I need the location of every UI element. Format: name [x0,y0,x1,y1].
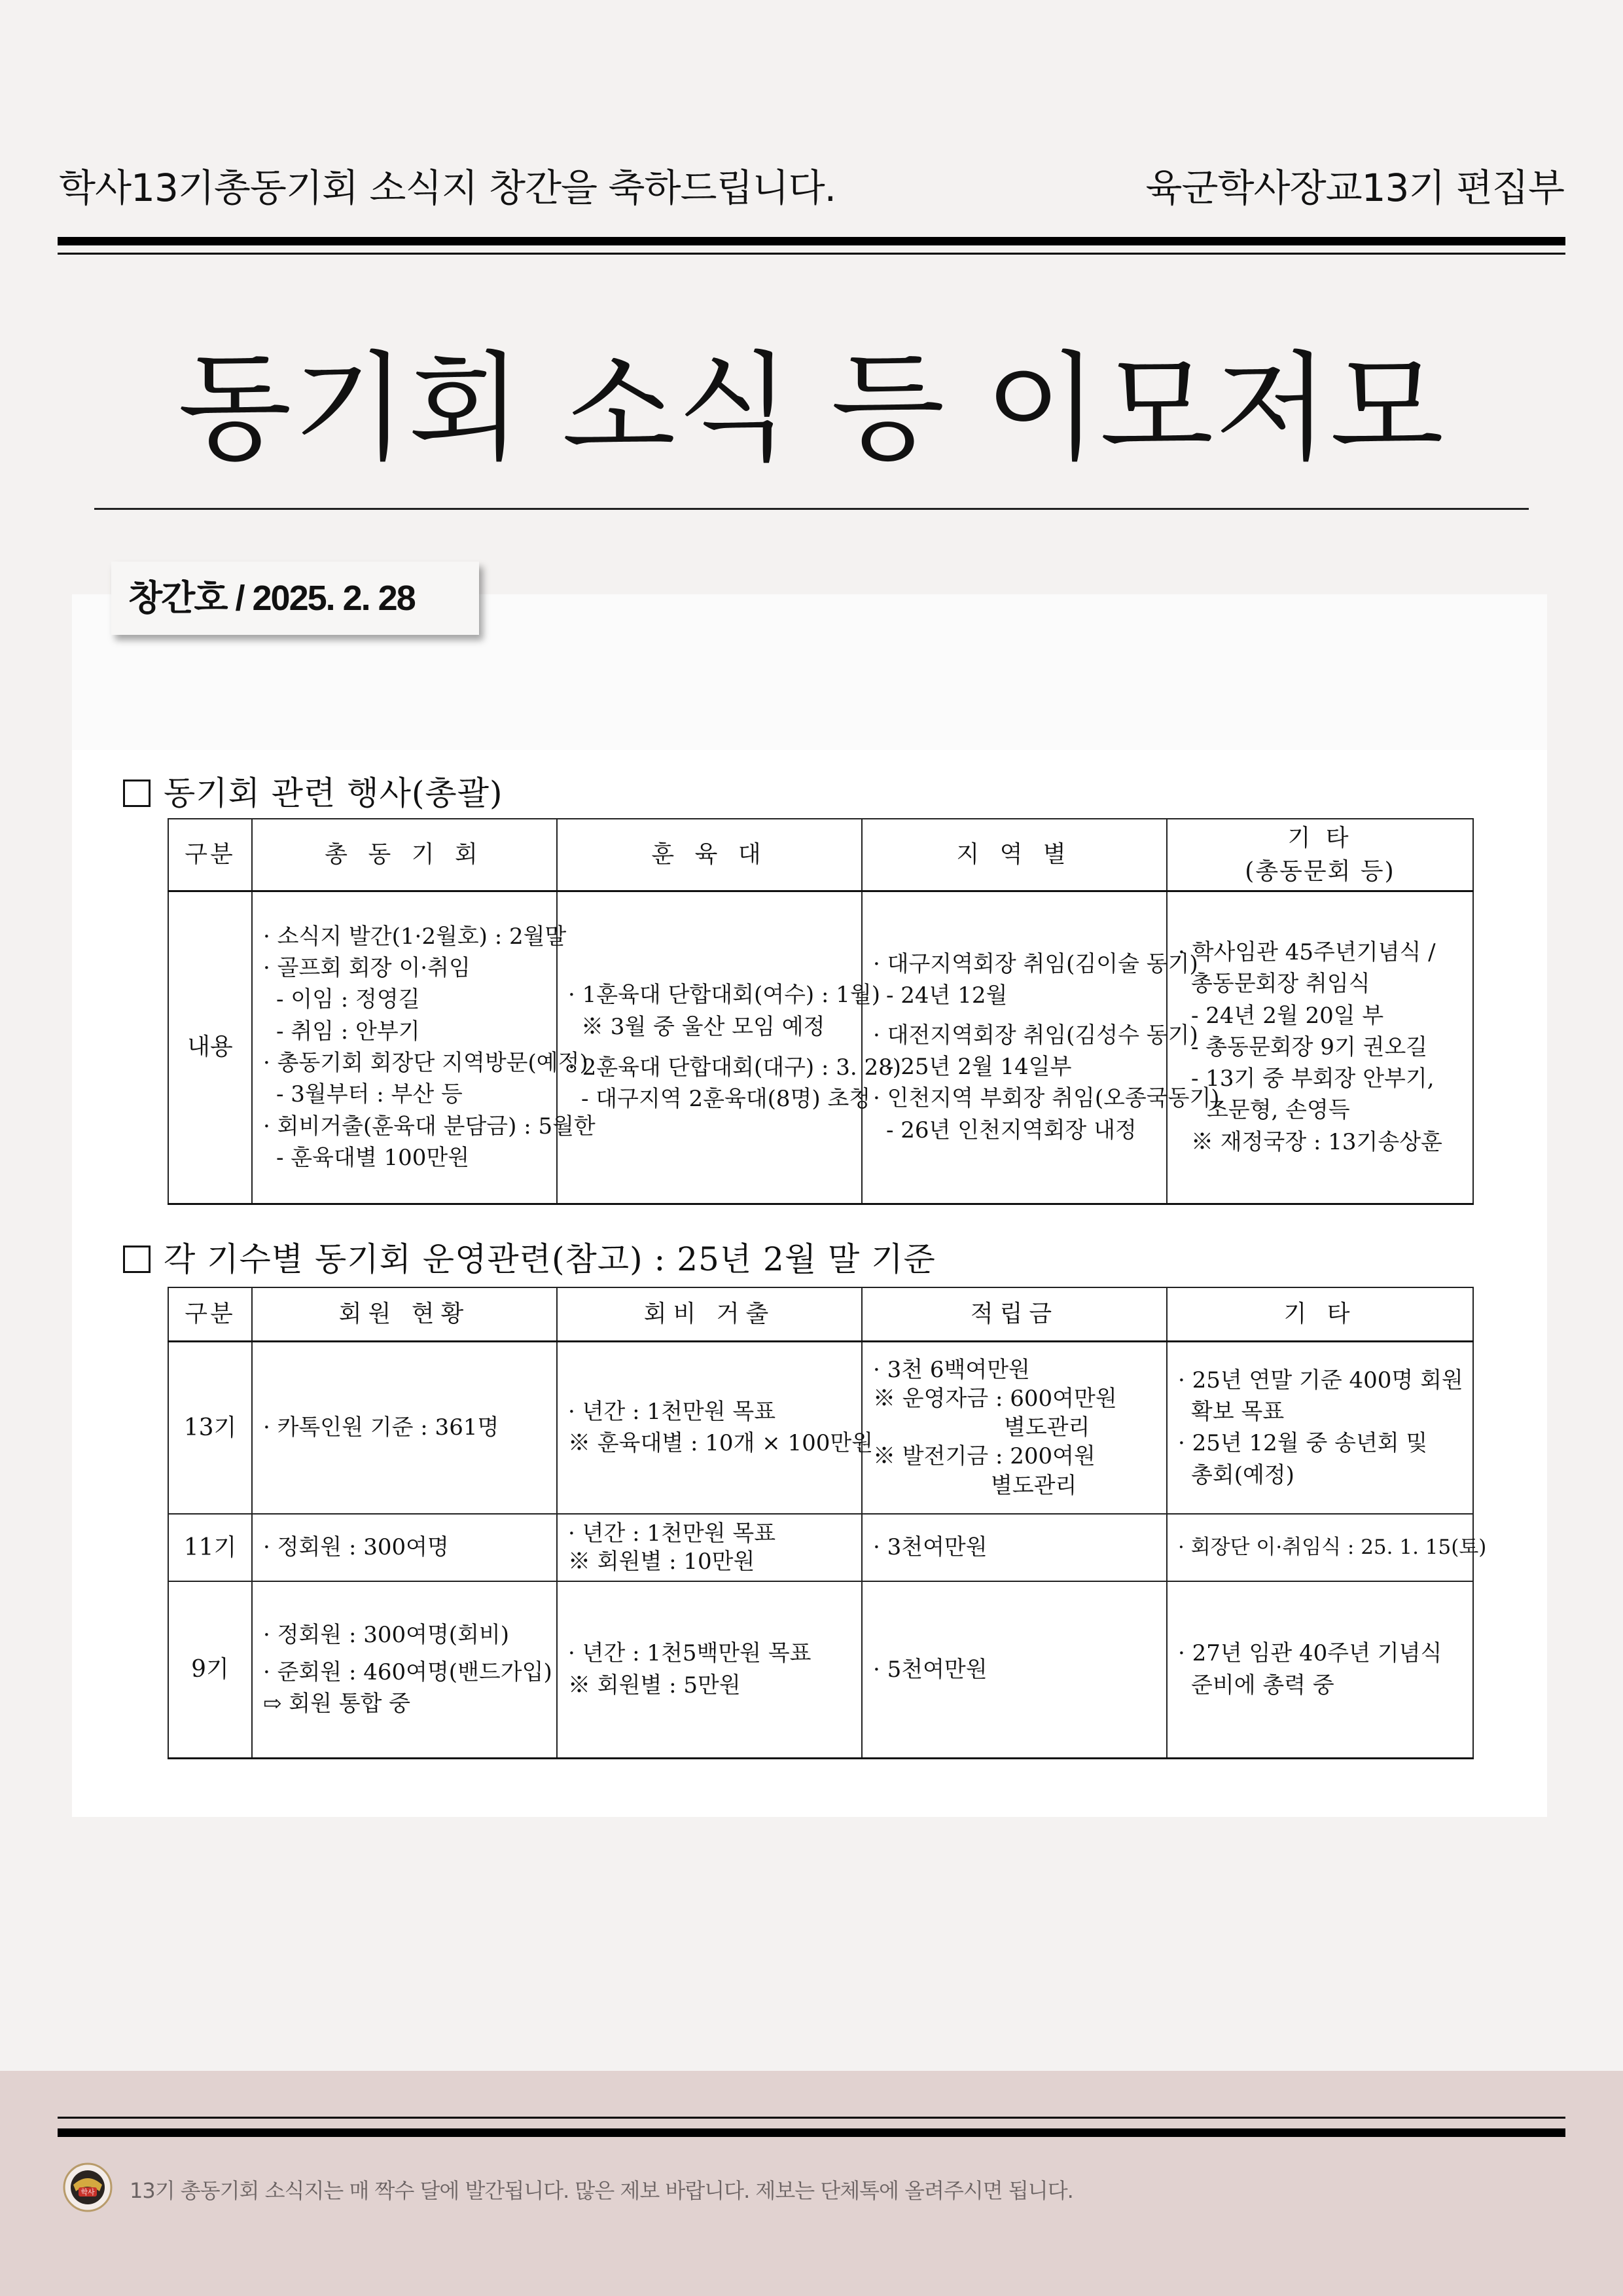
table-cell [252,1341,557,1514]
footer-text: 13기 총동기회 소식지는 매 짝수 달에 발간됩니다. 많은 제보 바랍니다. 제보는 단체톡에 올려주시면 됩니다. [130,2178,1073,2203]
footer-rule-thick [58,2128,1565,2137]
cell-line: · 3천 6백여만원 [873,1356,1030,1383]
cell-line: - 26년 인천지역회장 내정 [886,1117,1137,1143]
cell-line: - 25년 2월 14일부 [886,1054,1072,1080]
header-cell [252,1287,557,1341]
cell-line: - 13기 중 부회장 안부기, [1191,1066,1435,1092]
cell-line: - 24년 2월 20일 부 [1191,1002,1384,1029]
table-cell [557,1514,862,1581]
cell-line: - 이임 : 정영길 [276,986,420,1013]
table-cell [862,1341,1167,1514]
section1-heading [123,767,503,814]
table-cell [1167,1514,1487,1581]
table-cell [557,891,902,1204]
table-cell [1167,891,1473,1204]
checkbox-square-icon [123,1246,151,1273]
cell-line: - 훈육대별 100만원 [276,1144,470,1171]
cell-line: - 24년 12월 [886,982,1008,1009]
cell-line: 준비에 총력 중 [1191,1672,1334,1698]
cell-line: 총동문회장 취임식 [1191,971,1370,997]
header-rule-thick [58,237,1565,245]
header-label: 훈 육 대 [651,841,768,869]
header-label: 기 타 [1287,824,1353,852]
cell-line: · 년간 : 1천만원 목표 [568,1398,776,1425]
section2-heading-text: 각 기수별 동기회 운영관련(참고) : 25년 2월 말 기준 [164,1240,936,1278]
header-label: 지 역 별 [956,841,1073,869]
table-row [168,1581,1473,1758]
table-cell [252,1581,557,1758]
header-cell [862,819,1167,891]
cell-line: 확보 목표 [1191,1398,1285,1425]
row-label: 11기 [168,1514,252,1581]
table-cell [557,1581,862,1758]
events-table-header-row [168,819,1473,891]
header-cell [1167,1287,1473,1341]
row-label: 9기 [168,1581,252,1758]
cell-line: · 25년 12월 중 송년회 및 [1178,1430,1428,1457]
header-label: 구분 [185,1300,236,1328]
cell-line: ※ 운영자금 : 600여만원 [873,1385,1117,1412]
cell-line: · 회장단 이·취임식 : 25. 1. 15(토) [1178,1535,1487,1560]
header-cell [168,1287,252,1341]
page-title: 동기회 소식 등 이모저모 [177,340,1446,477]
events-table [168,818,1474,1205]
footer-rule-thin [58,2117,1565,2119]
table-cell [252,891,596,1204]
cell-line: - 총동문회장 9기 권오길 [1191,1033,1428,1060]
cell-line: · 3천여만원 [873,1534,988,1561]
cell-line: - 3월부터 : 부산 등 [276,1081,463,1108]
cell-line: · 대전지역회장 취임(김성수 동기) [873,1022,1198,1049]
header-label: 기 타 [1283,1300,1357,1328]
header-label: 적립금 [970,1300,1059,1328]
header-cell [168,819,252,891]
section2-heading [123,1233,936,1280]
header-cell [252,819,557,891]
cell-line: · 1훈육대 단합대회(여수) : 1월) [568,982,880,1009]
row-label: 13기 [168,1341,252,1514]
cell-line: · 골프회 회장 이·취임 [263,955,471,982]
cell-line: - 취임 : 안부기 [276,1018,420,1045]
header-cell [557,819,862,891]
header-label: 총 동 기 회 [325,841,484,869]
cell-line: ※ 회원별 : 5만원 [568,1672,741,1698]
header-label: 구분 [185,841,236,869]
header-label: 회원 현황 [338,1300,471,1328]
svg-text:학사: 학사 [80,2188,95,2197]
table-cell [557,1341,874,1514]
cell-line: 별도관리 [1004,1414,1090,1441]
header-sublabel: (총동문회 등) [1245,857,1395,885]
table-row [168,1341,1473,1514]
cell-line: ※ 훈육대별 : 10개 × 100만원 [568,1430,874,1457]
cell-line: · 정회원 : 300여명(회비) [263,1622,510,1649]
cell-line: · 총동기회 회장단 지역방문(예정) [263,1050,588,1076]
table-cell [252,1514,557,1581]
issue-badge: 창간호 / 2025. 2. 28 [111,562,479,635]
cell-line: 총회(예정) [1191,1462,1294,1488]
cell-line: · 년간 : 1천만원 목표 [568,1520,776,1547]
header-label: 회비 거출 [643,1300,776,1328]
cell-line: · 년간 : 1천5백만원 목표 [568,1640,812,1667]
cell-line: · 학사임관 45주년기념식 / [1178,939,1436,966]
table-cell [862,1581,1167,1758]
table-cell [1167,1341,1473,1514]
header-left-text: 학사13기총동기회 소식지 창간을 축하드립니다. [59,166,836,210]
cell-line: · 카톡인원 기준 : 361명 [263,1414,499,1441]
title-rule [94,508,1529,510]
association-emblem-logo [63,2162,113,2212]
cell-line: · 소식지 발간(1·2월호) : 2월말 [263,923,567,950]
cell-line: ※ 재정국장 : 13기송상훈 [1191,1128,1442,1155]
cell-line: · 정회원 : 300여명 [263,1534,449,1561]
cell-line: 별도관리 [991,1472,1077,1499]
row-label: 내용 [168,891,252,1204]
cell-line: ※ 회원별 : 10만원 [568,1548,755,1575]
cell-line: ※ 발전기금 : 200여원 [873,1443,1096,1470]
cell-line: ⇨ 회원 통합 중 [263,1690,411,1717]
table-cell [862,891,1220,1204]
cell-line: · 2훈육대 단합대회(대구) : 3. 28) [568,1054,902,1081]
cell-line: · 회비거출(훈육대 분담금) : 5월한 [263,1113,596,1139]
cell-line: · 준회원 : 460여명(밴드가입) [263,1659,552,1685]
header-cell [557,1287,862,1341]
cell-line: · 인천지역 부회장 취임(오종국동기) [873,1085,1220,1112]
cohort-table [168,1287,1487,1759]
cell-line: · 25년 연말 기준 400명 회원 [1178,1367,1463,1393]
table-cell [1167,1581,1473,1758]
cell-line: · 5천여만원 [873,1656,988,1683]
cell-line: - 대구지역 2훈육대(8명) 초청 [581,1086,871,1113]
table-row [168,891,1473,1204]
table-cell [862,1514,1167,1581]
header-rule-thin [58,253,1565,255]
header-cell [1167,819,1473,891]
section1-heading-text: 동기회 관련 행사(총괄) [164,774,503,812]
cell-line: 조문형, 손영득 [1207,1097,1350,1124]
header-right-text: 육군학사장교13기 편집부 [1145,166,1564,210]
table-row [168,1514,1473,1581]
cell-line: · 27년 임관 40주년 기념식 [1178,1640,1442,1667]
cell-line: · 대구지역회장 취임(김이술 동기) [873,951,1198,978]
checkbox-square-icon [123,780,151,807]
header-cell [862,1287,1167,1341]
cohort-table-header-row [168,1287,1473,1341]
cell-line: ※ 3월 중 울산 모임 예정 [581,1013,825,1040]
